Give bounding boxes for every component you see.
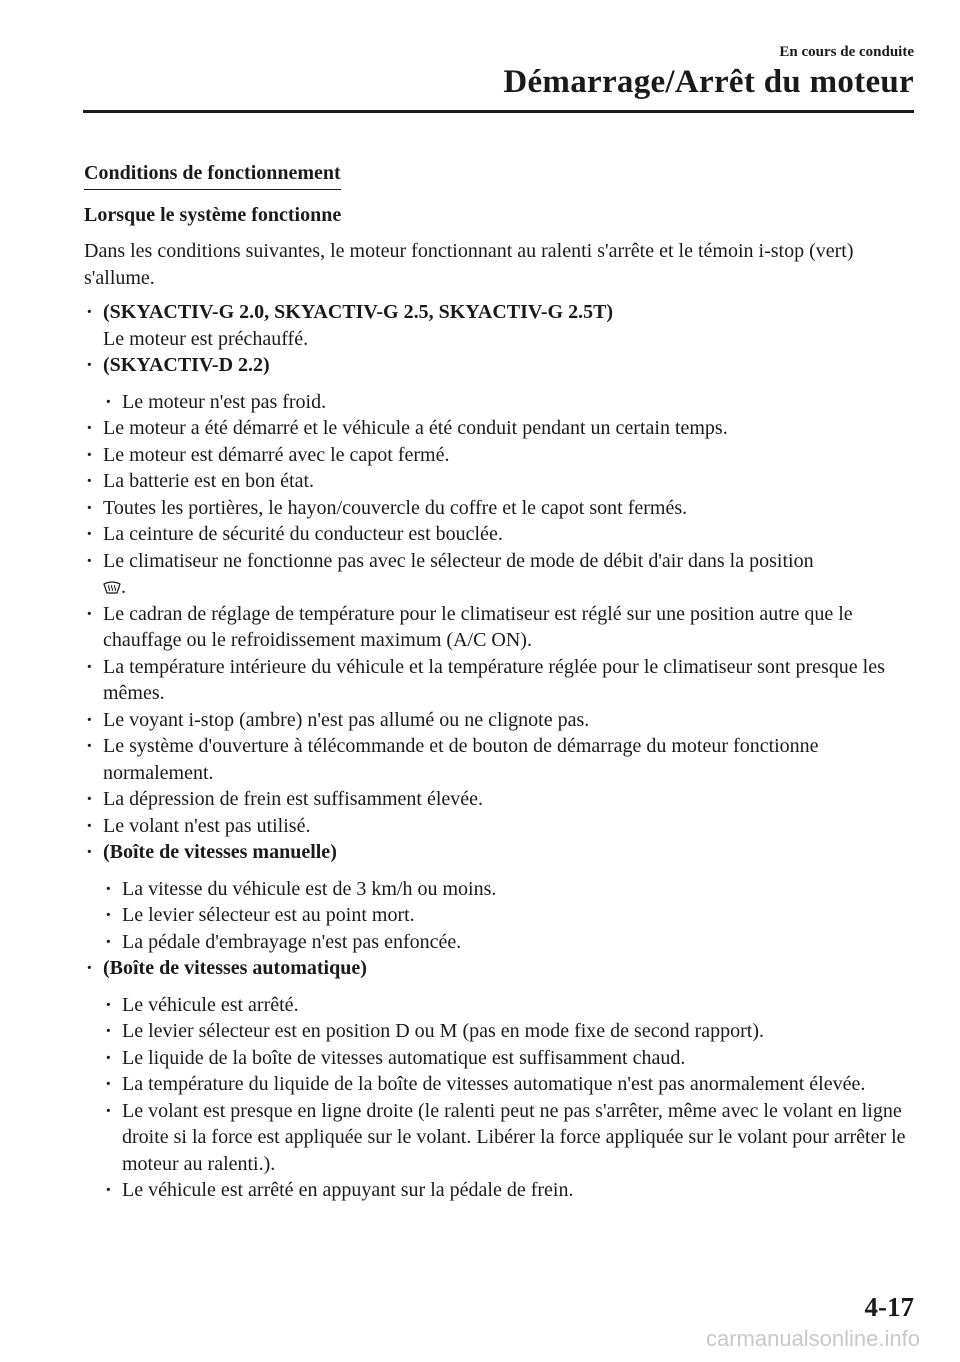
list-item: · Le système d'ouverture à télécommande et de bouton de démarrage du moteur fonctionne normalement. <box>84 733 914 786</box>
list-item: · (Boîte de vitesses automatique) <box>84 955 914 982</box>
list-item-text: Le climatiseur ne fonctionne pas avec le sélecteur de mode de débit d'air dans la position <box>103 549 814 572</box>
list-item: · Le levier sélecteur est en position D ou M (pas en mode fixe de second rapport). <box>84 1018 914 1045</box>
list-item: · Le véhicule est arrêté en appuyant sur la pédale de frein. <box>84 1177 914 1204</box>
list-item: · Le moteur a été démarré et le véhicule a été conduit pendant un certain temps. <box>84 415 914 442</box>
list-item: · La vitesse du véhicule est de 3 km/h ou moins. <box>84 876 914 903</box>
list-item: · Toutes les portières, le hayon/couvercle du coffre et le capot sont fermés. <box>84 495 914 522</box>
list-item <box>84 548 914 601</box>
list-item: · La température intérieure du véhicule et la température réglée pour le climatiseur sont presque les mêmes. <box>84 654 914 707</box>
subsection-title: Lorsque le système fonctionne <box>84 203 342 226</box>
list-item: · La pédale d'embrayage n'est pas enfoncée. <box>84 929 914 956</box>
section-header: En cours de conduite <box>779 44 914 60</box>
list-item: · La ceinture de sécurité du conducteur est bouclée. <box>84 521 914 548</box>
list-item: · (Boîte de vitesses manuelle) <box>84 839 914 866</box>
list-item: · Le levier sélecteur est au point mort. <box>84 902 914 929</box>
icon-period: . <box>121 576 126 598</box>
intro-paragraph: Dans les conditions suivantes, le moteur fonctionnant au ralenti s'arrête et le témoin i-stop (vert) s'allume. <box>84 240 854 289</box>
main-content <box>84 160 914 1204</box>
list-item: · La dépression de frein est suffisamment élevée. <box>84 786 914 813</box>
list-item: · Le cadran de réglage de température pour le climatiseur est réglé sur une position autre que le chauffage ou le refroidissement maximum (A/C ON). <box>84 601 914 654</box>
list-item: · Le volant n'est pas utilisé. <box>84 813 914 840</box>
list-item: · Le véhicule est arrêté. <box>84 992 914 1019</box>
header-rule <box>83 110 914 113</box>
list-item: · Le volant est presque en ligne droite (le ralenti peut ne pas s'arrêter, même avec le volant en ligne droite si la force est appliquée sur le volant. Libérer la force appliquée sur le volant pour arrêter le moteur au ralenti.). <box>84 1098 914 1178</box>
list-item: · Le voyant i-stop (ambre) n'est pas allumé ou ne clignote pas. <box>84 707 914 734</box>
list-item-detail: Le moteur est préchauffé. <box>103 327 309 350</box>
list-item: · La température du liquide de la boîte de vitesses automatique n'est pas anormalement élevée. <box>84 1071 914 1098</box>
list-item: · La batterie est en bon état. <box>84 468 914 495</box>
icon-line <box>103 574 914 601</box>
windshield-defroster-icon <box>103 579 121 595</box>
section-title: Conditions de fonctionnement <box>84 160 341 190</box>
list-item: · Le moteur n'est pas froid. <box>84 389 914 416</box>
list-item: · (SKYACTIV-G 2.0, SKYACTIV-G 2.5, SKYACTIV-G 2.5T) <box>84 299 914 326</box>
list-item: · Le liquide de la boîte de vitesses automatique est suffisamment chaud. <box>84 1045 914 1072</box>
list-item: · (SKYACTIV-D 2.2) <box>84 352 914 379</box>
watermark: carmanualsonline.info <box>705 1326 920 1351</box>
page-title: Démarrage/Arrêt du moteur <box>503 64 914 100</box>
list-item: · Le moteur est démarré avec le capot fermé. <box>84 442 914 469</box>
page-number: 4-17 <box>864 1292 914 1322</box>
